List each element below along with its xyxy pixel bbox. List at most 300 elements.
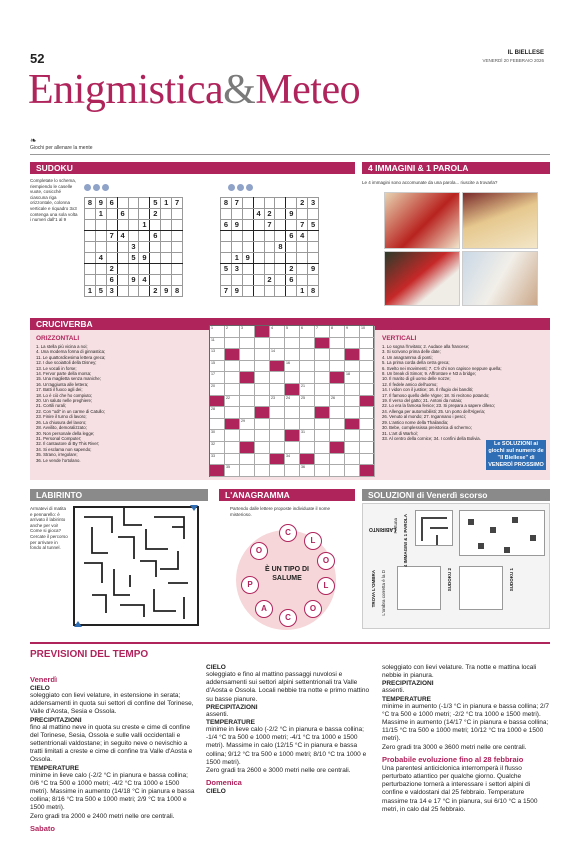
sudoku-cell	[161, 275, 172, 286]
crossword-cell	[330, 338, 345, 350]
crossword-cell	[345, 407, 360, 419]
sudoku-cell	[139, 231, 150, 242]
crossword-cell	[270, 326, 285, 338]
crossword-cell	[270, 430, 285, 442]
sudoku-cell	[95, 231, 106, 242]
sudoku-cell	[242, 286, 253, 297]
forecast-column-1	[30, 672, 196, 834]
divider	[30, 642, 550, 644]
sudoku-cell	[139, 209, 150, 220]
crossword-cell	[210, 407, 225, 419]
crossword-cell	[270, 442, 285, 454]
sudoku-cell: 2	[286, 264, 297, 275]
clue-item: 14. I vidon con il justice; 16. Il rifugio dei banditi;	[382, 387, 474, 393]
crossword-cell	[240, 349, 255, 361]
sudoku-cell: 9	[308, 264, 319, 275]
crossword-number: 28	[211, 407, 215, 412]
sudoku-cell	[275, 253, 286, 264]
forecast-text: assenti.	[206, 710, 229, 718]
sudoku-cell	[117, 220, 128, 231]
crossword-cell	[360, 338, 375, 350]
crossword-cell	[210, 349, 225, 361]
sudoku-cell: 5	[128, 253, 139, 264]
sudoku-cell: 1	[161, 198, 172, 209]
crossword-cell	[315, 349, 330, 361]
crossword-number: 8	[331, 326, 333, 330]
sudoku-cell	[106, 209, 117, 220]
solution-label-maze: LABIRINTO	[369, 526, 397, 532]
crossword-number: 1	[211, 326, 213, 330]
crossword-cell	[270, 349, 285, 361]
crossword-cell	[270, 384, 285, 396]
crossword-number: 9	[346, 326, 348, 330]
forecast-text: soleggiato con lievi velature. Tra notte e mattina locali nebbie in pianura.	[382, 664, 537, 680]
sudoku-cell	[106, 253, 117, 264]
sudoku-cell	[139, 198, 150, 209]
sudoku-cell	[297, 275, 308, 286]
clue-item: 26. La chiusura del lavoro;	[36, 419, 87, 425]
crossword-black-cell	[210, 396, 225, 408]
crossword-cell	[315, 454, 330, 466]
crossword-cell	[225, 454, 240, 466]
sudoku-cell: 1	[95, 209, 106, 220]
crossword-number: 23	[271, 395, 275, 400]
crossword-cell	[255, 361, 270, 373]
difficulty-dots	[84, 178, 111, 196]
crossword-cell	[225, 465, 240, 477]
crossword-number: 18	[346, 372, 350, 377]
anagram-letter: O	[304, 600, 322, 618]
sudoku-cell	[308, 242, 319, 253]
crossword-cell	[360, 419, 375, 431]
crossword-number: 17	[211, 372, 215, 377]
sudoku-solution-1	[459, 566, 503, 610]
forecast-text: soleggiato e fino al mattino passaggi nuvolosi e addensamenti sui settori alpini settentrionali tra Valle d'Aosta e Ossola. Locali nebbie tra notte e primo mattino su basse pianure.	[206, 671, 370, 703]
quattro-instructions: Le 4 immagini sono accomunate da una parola... riuscite a trovarla?	[362, 180, 498, 185]
clue-item: 6. Svelto nei movimenti; 7. C'è chi non capisce neppure quella;	[382, 365, 502, 371]
crossword-cell	[330, 384, 345, 396]
clue-item: 19. Il verso del gatto; 21. Antoni da notaio;	[382, 398, 463, 404]
sudoku-cell	[172, 220, 183, 231]
crossword-cell	[255, 338, 270, 350]
crossword-number: 26	[331, 395, 335, 400]
forecast-column-2	[206, 664, 372, 795]
crossword-cell	[315, 384, 330, 396]
sudoku-cell	[242, 275, 253, 286]
crossword-cell	[300, 326, 315, 338]
sudoku-cell	[139, 242, 150, 253]
sudoku-cell: 6	[221, 220, 232, 231]
crossword-cell	[360, 442, 375, 454]
crossword-black-cell	[285, 430, 300, 442]
sudoku-cell: 2	[150, 286, 161, 297]
sudoku-cell	[128, 220, 139, 231]
sudoku-cell: 4	[297, 231, 308, 242]
crossword-number: 31	[301, 430, 305, 435]
sudoku-cell	[95, 220, 106, 231]
crossword-cell	[240, 465, 255, 477]
crossword-black-cell	[300, 454, 315, 466]
crossword-cell	[330, 326, 345, 338]
crossword-cell	[345, 372, 360, 384]
clue-item: 1. Lo sogna l'invitato; 2. Audace alla francese;	[382, 344, 470, 349]
crossword-cell	[315, 430, 330, 442]
crossword-black-cell	[255, 407, 270, 419]
sudoku-cell	[297, 264, 308, 275]
page-title: Enigmistica&Meteo	[28, 67, 361, 113]
crossword-cell	[360, 407, 375, 419]
sudoku-cell	[253, 253, 264, 264]
sudoku-cell	[150, 220, 161, 231]
crossword-cell	[240, 454, 255, 466]
anagram-letter: L	[304, 532, 322, 550]
sudoku-grid-2	[220, 197, 319, 297]
clue-item: 4. Un anagramma di ponti;	[382, 354, 433, 360]
crossword-cell	[300, 349, 315, 361]
clue-item: 13. Le vocali in forse;	[36, 365, 77, 371]
difficulty-dots	[228, 178, 255, 196]
forecast-label: TEMPERATURE	[30, 764, 79, 772]
crossword-cell	[255, 442, 270, 454]
clue-item: 1. La stella più vicina a noi;	[36, 344, 88, 349]
sudoku-cell	[172, 242, 183, 253]
sudoku-cell	[117, 275, 128, 286]
clue-item: 31. Personal Computer;	[36, 435, 82, 441]
crossword-black-cell	[210, 465, 225, 477]
crossword-number: 29	[241, 418, 245, 423]
crossword-number: 14	[271, 349, 275, 354]
crossword-black-cell	[225, 349, 240, 361]
clue-item: 23. Finire il turno di lavoro;	[36, 414, 87, 420]
sudoku-cell: 1	[297, 286, 308, 297]
divider	[30, 154, 550, 155]
crossword-cell	[240, 326, 255, 338]
crossword-cell	[225, 442, 240, 454]
clue-item: 33. Al centro della cornice; 34. I confini della Bolivia.	[382, 435, 481, 441]
sudoku-cell: 2	[297, 198, 308, 209]
forecast-text: fino al mattino neve in quota su creste e cime di confine del Torinese, Sesia, Ossola e sulle valli occidentali e settentrionali valdostane; in seguito neve o nevischio a tratti limitati a creste e cime di confine tra Valle d'Aosta e Ossola.	[30, 723, 193, 764]
brain-icon: ❧	[30, 136, 37, 145]
crossword-black-cell	[330, 372, 345, 384]
clue-item: 26. Venuto al mondo; 27. Ingannano i pesci;	[382, 414, 466, 420]
sudoku-cell	[221, 231, 232, 242]
crossword-black-cell	[330, 442, 345, 454]
clue-item: 31. L'art di Warhol;	[382, 430, 418, 436]
sudoku-cell	[286, 286, 297, 297]
clue-item: 36. Le vende l'ortolano.	[36, 457, 81, 463]
crossword-number: 32	[211, 442, 215, 446]
sudoku-cell	[297, 242, 308, 253]
sudoku-cell	[242, 264, 253, 275]
crossword-cell	[330, 454, 345, 466]
anagram-letter: C	[279, 609, 297, 627]
sudoku-cell: 7	[172, 198, 183, 209]
forecast-label: PRECIPITAZIONI	[382, 680, 434, 688]
sudoku-cell	[150, 242, 161, 253]
crossword-cell	[300, 407, 315, 419]
clue-item: 22. Con "odi" in un carme di Catullo;	[36, 408, 105, 414]
crossword-cell	[345, 430, 360, 442]
crossword-cell	[270, 372, 285, 384]
crossword-cell	[345, 338, 360, 350]
crossword-cell	[300, 442, 315, 454]
sudoku-cell	[172, 209, 183, 220]
crossword-black-cell	[345, 349, 360, 361]
crossword-black-cell	[285, 384, 300, 396]
sudoku-cell	[275, 275, 286, 286]
sudoku-cell	[117, 286, 128, 297]
sudoku-cell: 7	[221, 286, 232, 297]
sudoku-cell: 2	[150, 209, 161, 220]
sudoku-cell	[117, 264, 128, 275]
crossword-number: 22	[226, 395, 230, 400]
sudoku-cell: 9	[242, 253, 253, 264]
solutions-promo: Le SOLUZIONI ai giochi sul numero de "Il Biellese" di VENERDÌ PROSSIMO	[486, 440, 546, 470]
sudoku-cell: 5	[221, 264, 232, 275]
forecast-day: Domenica	[206, 778, 242, 788]
sudoku-cell	[85, 253, 96, 264]
forecast-label: TEMPERATURE	[206, 719, 255, 727]
crossword-cell	[225, 384, 240, 396]
crossword-cell	[240, 384, 255, 396]
crossword-number: 24	[286, 395, 290, 400]
across-clues	[36, 344, 204, 463]
crossword-cell	[345, 384, 360, 396]
crossword-cell	[285, 454, 300, 466]
sudoku-cell	[221, 209, 232, 220]
sudoku-cell	[117, 253, 128, 264]
solution-label-4img: 4 IMMAGINI & 1 PAROLA	[403, 514, 408, 568]
sudoku-cell	[161, 264, 172, 275]
forecast-label: CIELO	[206, 664, 226, 671]
sudoku-cell	[264, 242, 275, 253]
crossword-cell	[345, 396, 360, 408]
sudoku-cell	[264, 253, 275, 264]
sudoku-cell	[85, 231, 96, 242]
sudoku-cell: 8	[308, 286, 319, 297]
sudoku-cell: 9	[128, 275, 139, 286]
crossword-cell	[210, 326, 225, 338]
sudoku-cell	[286, 198, 297, 209]
forecast-label: PRECIPITAZIONI	[206, 703, 258, 711]
crossword-number: 15	[211, 360, 215, 365]
crossword-black-cell	[225, 419, 240, 431]
forecast-text: minime in lieve calo (-2/2 °C in pianura e bassa collina; 0/6 °C tra 500 e 1000 metri; -4/2 °C tra 1000 e 1500 metri). Massime in aumento (14/18 °C in pianura e bassa collina; 8/16 °C tra 500 e 1000 metri; 2/9 °C tra 1000 e 1500 metri).	[30, 771, 195, 812]
down-clues	[382, 344, 546, 441]
crossword-number: 16	[286, 360, 290, 365]
sudoku-cell: 7	[106, 231, 117, 242]
sudoku-cell: 2	[106, 264, 117, 275]
crossword-cell	[315, 326, 330, 338]
crossword-number: 2	[226, 326, 228, 330]
crossword-cell	[210, 419, 225, 431]
sudoku-cell	[253, 220, 264, 231]
crossword-cell	[345, 326, 360, 338]
sudoku-cell	[231, 242, 242, 253]
page-number: 52	[30, 51, 45, 66]
solution-label-sudoku2: SUDOKU 2	[447, 568, 452, 592]
sudoku-cell	[85, 275, 96, 286]
clue-item: 17. Il famoso quello delle Vigne; 18. Si recitono potando;	[382, 392, 490, 398]
crossword-cell	[285, 407, 300, 419]
crossword-cell	[255, 372, 270, 384]
sudoku-cell: 4	[139, 275, 150, 286]
anagram-instructions: Partendo dalle lettere proposte individuate il nome misterioso.	[230, 506, 331, 517]
solution-word: Fortuna	[393, 518, 398, 534]
sudoku-cell	[221, 275, 232, 286]
crossword-cell	[210, 384, 225, 396]
sudoku-cell	[242, 220, 253, 231]
sudoku-cell	[172, 275, 183, 286]
sudoku-cell: 1	[85, 286, 96, 297]
sudoku-cell: 6	[286, 231, 297, 242]
clue-item: 34. Si esclama non sapendo;	[36, 446, 92, 452]
crossword-number: 34	[286, 453, 290, 458]
solution-label-sudoku1: SUDOKU 1	[509, 568, 514, 592]
clue-item: 28. Avvilito, demoralizzato;	[36, 425, 87, 431]
sudoku-heading: SUDOKU	[30, 162, 355, 174]
sudoku-cell: 8	[221, 198, 232, 209]
sudoku-cell	[275, 209, 286, 220]
sudoku-cell: 5	[95, 286, 106, 297]
page-subtitle: Giochi per allenare la mente	[30, 145, 93, 151]
sudoku-instructions: Completate lo schema, riempiendo le caselle vuote, cosicché ciascuna riga orizzontale, colonna verticale e riquadro 3x3 contenga una sola volta i numeri dall'1 al 9	[30, 178, 78, 223]
crossword-number: 11	[211, 337, 215, 342]
crossword-black-cell	[270, 454, 285, 466]
crossword-cell	[360, 361, 375, 373]
anagram-heading: L'ANAGRAMMA	[219, 489, 355, 501]
crossword-black-cell	[360, 396, 375, 408]
clue-item: 30. Non personale della legge;	[36, 430, 95, 436]
crossword-cell	[210, 430, 225, 442]
sudoku-cell: 9	[161, 286, 172, 297]
sudoku-cell: 1	[231, 253, 242, 264]
sudoku-cell	[95, 275, 106, 286]
sudoku-cell: 6	[150, 231, 161, 242]
sudoku-cell	[161, 253, 172, 264]
forecast-label: TEMPERATURE	[382, 695, 431, 703]
sudoku-cell	[231, 209, 242, 220]
clue-item: 22. Lo era la famosa fenice; 23. Si prepara a sapere difeso;	[382, 403, 495, 409]
crossword-cell	[285, 419, 300, 431]
crossword-cell	[255, 454, 270, 466]
sudoku-cell: 9	[95, 198, 106, 209]
anagram-letter: P	[241, 576, 259, 594]
forecast-text: soleggiato con lievi velature, in estensione in serata; addensamenti in quota sui settori di confine del Torinese, Valle d'Aosta, Sesia e Ossola.	[30, 692, 194, 716]
crossword-number: 3	[241, 326, 243, 330]
crossword-cell	[270, 419, 285, 431]
crossword-black-cell	[240, 372, 255, 384]
crossword-black-cell	[360, 465, 375, 477]
sudoku-cell: 3	[231, 264, 242, 275]
quattro-heading: 4 IMMAGINI & 1 PAROLA	[362, 162, 550, 174]
crossword-cell	[360, 349, 375, 361]
solutions-heading: SOLUZIONI di Venerdì scorso	[362, 489, 550, 501]
solutions-panel	[362, 503, 550, 629]
sudoku-cell	[128, 198, 139, 209]
sudoku-cell: 4	[95, 253, 106, 264]
clue-item: 29. L'antico nome della Thailandia;	[382, 419, 449, 425]
clue-item: 18. Lo è ciò che ho compiuto;	[36, 392, 93, 398]
sudoku-cell	[85, 209, 96, 220]
crossword-cell	[300, 419, 315, 431]
forecast-day: Probabile evoluzione fino al 28 febbraio	[382, 754, 524, 764]
crossword-cell	[210, 454, 225, 466]
crossword-number: 25	[301, 395, 305, 400]
sudoku-cell	[128, 209, 139, 220]
sudoku-cell: 8	[172, 286, 183, 297]
crossword-cell	[255, 396, 270, 408]
clue-item: 17. Batti il fuoco agli dei;	[36, 387, 83, 393]
sudoku-cell	[275, 264, 286, 275]
child-image	[462, 251, 538, 306]
sudoku-cell	[242, 198, 253, 209]
sudoku-cell: 2	[264, 275, 275, 286]
crossword-grid	[209, 325, 374, 477]
crossword-number: 13	[211, 349, 215, 354]
crossword-cell	[360, 430, 375, 442]
sudoku-cell	[161, 209, 172, 220]
sudoku-cell: 6	[286, 275, 297, 286]
clue-item: 21. Cortili rurali;	[36, 403, 67, 409]
solution-label-ombra: TROVA L'OMBRA	[371, 570, 376, 608]
crossword-black-cell	[255, 326, 270, 338]
crossword-number: 7	[316, 326, 318, 330]
sudoku-cell	[308, 275, 319, 286]
sudoku-cell	[221, 242, 232, 253]
clue-item: 4. Una moderna forma di ginnastica;	[36, 349, 106, 355]
sudoku-cell: 3	[106, 286, 117, 297]
sudoku-cell: 3	[308, 198, 319, 209]
santa-image	[384, 251, 460, 306]
sudoku-cell: 7	[264, 220, 275, 231]
sudoku-cell	[297, 253, 308, 264]
clue-item: 30. Bebe, complessissa preistorica di schermo;	[382, 425, 472, 431]
crossword-cell	[285, 442, 300, 454]
sudoku-cell	[128, 231, 139, 242]
crossword-cell	[330, 430, 345, 442]
sudoku-cell	[253, 264, 264, 275]
sudoku-cell	[286, 242, 297, 253]
crossword-cell	[240, 419, 255, 431]
sudoku-cell	[117, 242, 128, 253]
forecast-text: Una parentesi anticiclonica interromperà il flusso perturbato atlantico per qualche giorno. Qualche perturbazione tornerà a interessare i settori alpini di confine e valdostani dal 25 febbraio. Temperature massime tra 14 e 17 °C in pianura, sui 6/10 °C a 1500 metri, in calo dal 25 febbraio.	[382, 764, 538, 813]
crossword-cell	[270, 407, 285, 419]
sudoku-cell	[95, 264, 106, 275]
clue-item: 35. Strano, irregolare;	[36, 452, 78, 458]
forecast-label: CIELO	[206, 788, 226, 796]
forecast-day: Venerdì	[30, 675, 58, 684]
sudoku-cell: 6	[106, 275, 117, 286]
crossword-cell	[300, 338, 315, 350]
crossword-cell	[285, 349, 300, 361]
crossword-cell	[285, 326, 300, 338]
sudoku-cell: 5	[150, 198, 161, 209]
crossword-cell	[330, 407, 345, 419]
forecast-label: CIELO	[30, 685, 50, 692]
sudoku-cell	[106, 220, 117, 231]
sudoku-cell	[172, 253, 183, 264]
forecast-column-3	[382, 664, 550, 814]
crossword-cell	[210, 338, 225, 350]
clue-item: 20. Un saluto nelle preghiere;	[36, 398, 93, 404]
clue-item: 16. Un'aggiunta alle lettera;	[36, 381, 89, 387]
crossword-cell	[360, 372, 375, 384]
crossword-cell	[285, 396, 300, 408]
sudoku-cell	[308, 209, 319, 220]
crossword-number: 35	[226, 465, 230, 470]
issue-date: VENERDÌ 20 FEBBRAIO 2026	[482, 58, 544, 63]
